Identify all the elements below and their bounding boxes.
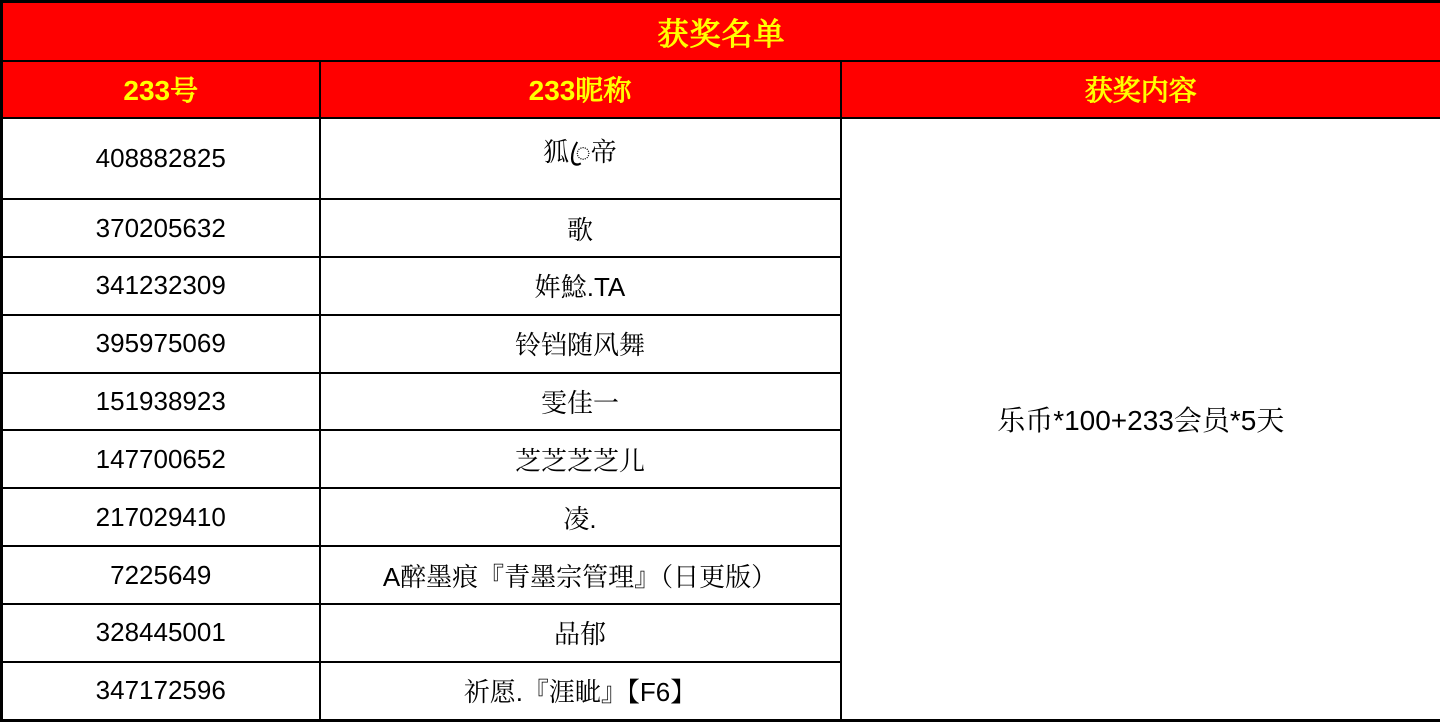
table-title: 获奖名单 [2,2,1440,61]
member-id-cell: 7225649 [2,546,320,604]
column-header-member-id: 233号 [2,61,320,118]
column-header-nickname: 233昵称 [320,61,841,118]
member-id-cell: 147700652 [2,430,320,488]
nickname-cell: 凌. [320,488,841,546]
member-id-cell: 370205632 [2,199,320,257]
member-id-cell: 347172596 [2,662,320,721]
column-header-prize: 获奖内容 [841,61,1440,118]
table-row [2,118,1440,200]
member-id-cell: 408882825 [2,118,320,200]
nickname-cell: 歌 [320,199,841,257]
nickname-cell: 品郁 [320,604,841,662]
nickname-cell: 芝芝芝芝儿 [320,430,841,488]
nickname-cell: A醉墨痕『青墨宗管理』（日更版） [320,546,841,604]
member-id-cell: 395975069 [2,315,320,373]
title-row [2,2,1440,61]
member-id-cell: 341232309 [2,257,320,315]
nickname-cell: 狐ꦿ帝 [320,118,841,200]
member-id-cell: 328445001 [2,604,320,662]
nickname-cell: 祈愿.『涯眦』【F6】 [320,662,841,721]
member-id-cell: 217029410 [2,488,320,546]
nickname-cell: 姩鯰.TA [320,257,841,315]
nickname-cell: 雯佳一 [320,373,841,431]
prize-cell: 乐币*100+233会员*5天 [841,118,1440,721]
nickname-cell: 铃铛随风舞 [320,315,841,373]
header-row [2,61,1440,118]
member-id-cell: 151938923 [2,373,320,431]
